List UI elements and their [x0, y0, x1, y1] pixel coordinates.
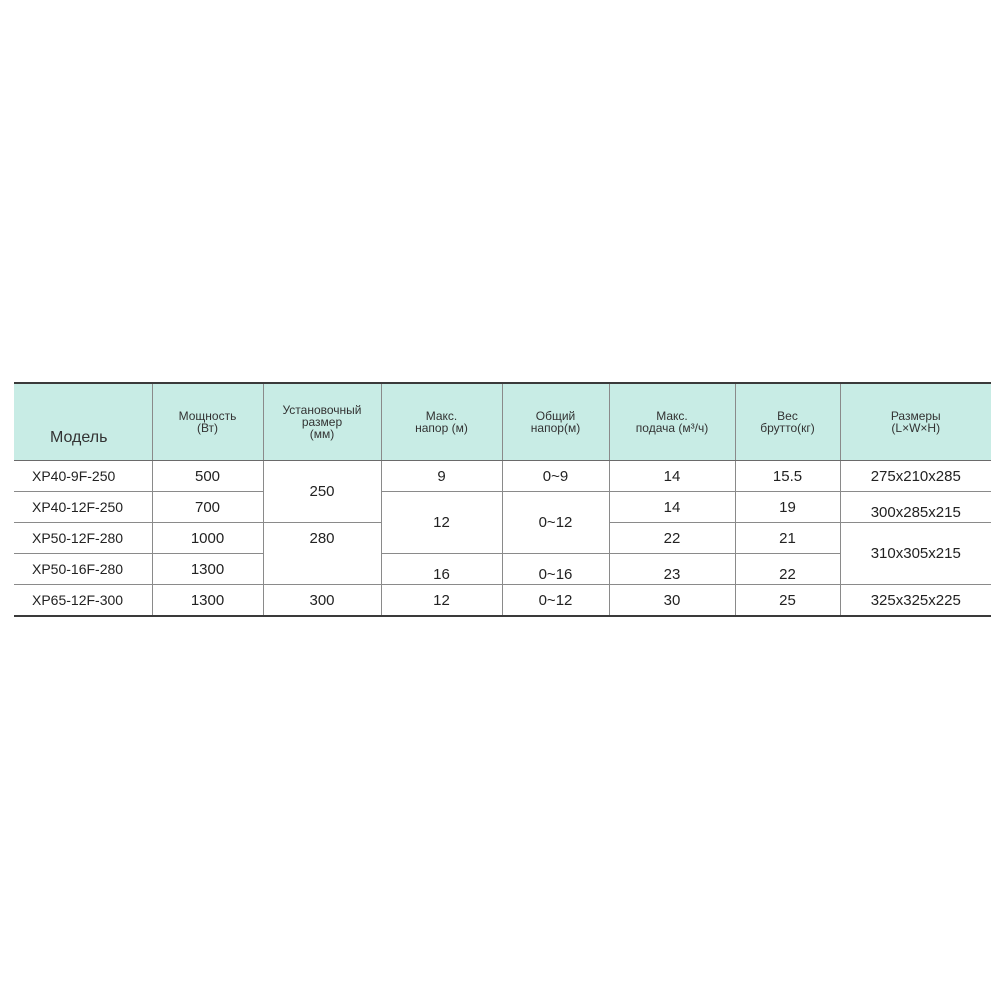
header-max-flow: Макс. подача (м³/ч): [609, 383, 735, 461]
cell-dimensions: 300x285x215: [840, 492, 991, 523]
header-gross-weight: Вес брутто(кг): [735, 383, 840, 461]
cell-gross-weight: 25: [735, 585, 840, 616]
table-row: [14, 461, 991, 492]
cell-power: 1000: [152, 523, 263, 554]
cell-power: 1300: [152, 554, 263, 585]
cell-total-head: 0~9: [502, 461, 609, 492]
cell-max-flow: 23: [609, 554, 735, 585]
spec-table: [14, 382, 991, 617]
cell-dimensions: 275x210x285: [840, 461, 991, 492]
cell-max-flow: 30: [609, 585, 735, 616]
cell-model: XP40-9F-250: [32, 468, 116, 484]
cell-power: 1300: [152, 585, 263, 616]
cell-model: XP50-16F-280: [14, 554, 152, 585]
spec-table-container: [14, 382, 991, 617]
cell-total-head: 0~12: [502, 492, 609, 554]
cell-max-head: 12: [381, 585, 502, 616]
cell-max-head: 16: [381, 554, 502, 585]
header-power: Мощность (Вт): [152, 383, 263, 461]
cell-gross-weight: 22: [735, 554, 840, 585]
cell-power: 700: [152, 492, 263, 523]
header-dimensions: Размеры (L×W×H): [840, 383, 991, 461]
cell-dimensions: 310x305x215: [840, 523, 991, 585]
cell-model: XP65-12F-300: [14, 585, 152, 616]
cell-total-head: 0~16: [502, 554, 609, 585]
header-model: Модель: [14, 383, 152, 461]
cell-power: 500: [152, 461, 263, 492]
table-row: [14, 492, 991, 523]
header-max-head: Макс. напор (м): [381, 383, 502, 461]
cell-gross-weight: 19: [735, 492, 840, 523]
table-header-row: [14, 383, 991, 461]
cell-model: XP40-12F-250: [14, 492, 152, 523]
cell-max-head: 12: [381, 492, 502, 554]
cell-gross-weight: 21: [735, 523, 840, 554]
cell-max-head: 9: [381, 461, 502, 492]
cell-max-flow: 22: [609, 523, 735, 554]
cell-mount-size: 300: [263, 585, 381, 616]
cell-max-flow: 14: [609, 492, 735, 523]
table-row: [14, 585, 991, 616]
cell-gross-weight: 15.5: [735, 461, 840, 492]
cell-mount-size: 280: [263, 523, 381, 585]
cell-dimensions: 325x325x225: [840, 585, 991, 616]
cell-max-flow: 14: [609, 461, 735, 492]
cell-total-head: 0~12: [502, 585, 609, 616]
cell-model: XP50-12F-280: [14, 523, 152, 554]
header-mount-size: Установочный размер (мм): [263, 383, 381, 461]
cell-mount-size: 250: [263, 461, 381, 523]
header-total-head: Общий напор(м): [502, 383, 609, 461]
